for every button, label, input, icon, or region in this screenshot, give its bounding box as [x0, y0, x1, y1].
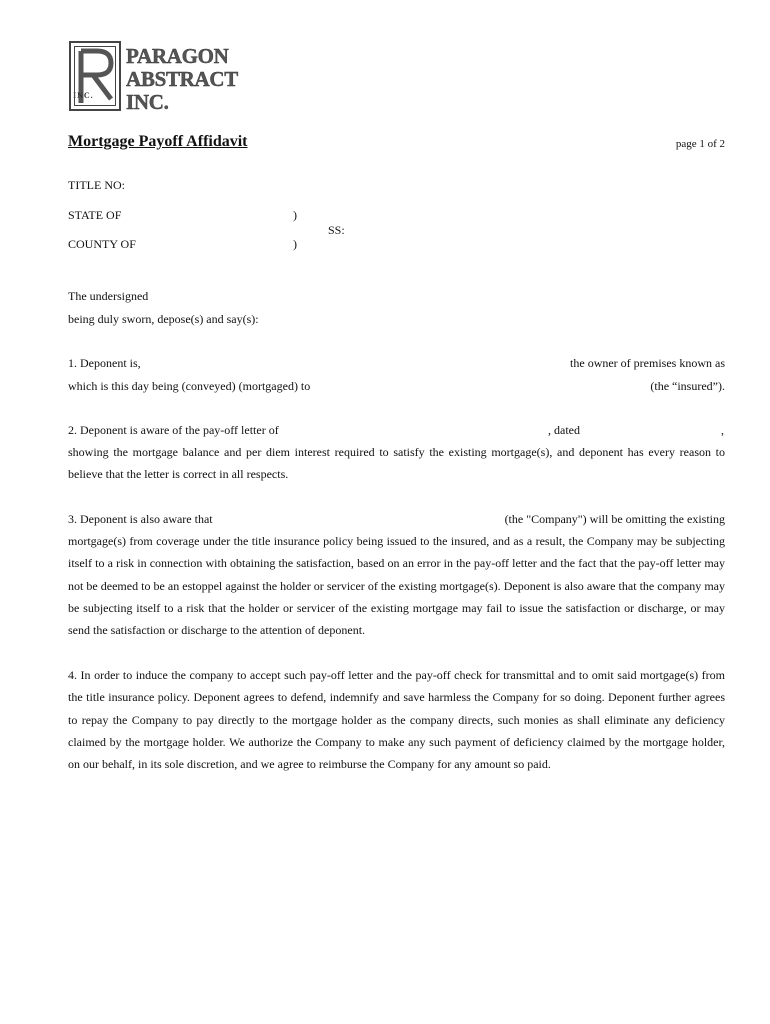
document-title: Mortgage Payoff Affidavit — [68, 133, 248, 150]
p3-aware-that: 3. Deponent is also aware that — [68, 512, 213, 526]
logo-monogram-icon — [71, 43, 119, 109]
p2-dated: , dated — [548, 423, 580, 437]
title-no-label: TITLE NO: — [68, 178, 125, 192]
p3-company: (the "Company") will be omitting the existing — [504, 512, 725, 526]
bracket-county: ) — [293, 237, 297, 251]
p2-payoff-letter: 2. Deponent is aware of the pay-off letter of — [68, 423, 279, 437]
ss-label: SS: — [328, 223, 345, 237]
bracket-state: ) — [293, 208, 297, 222]
undersigned-line: The undersigned — [68, 289, 149, 303]
p2-balance-line: showing the mortgage balance and per diem interest required to satisfy the existing mortgage(s), and deponent has every reason to — [68, 445, 725, 459]
logo-seal-text: INC. — [73, 91, 94, 100]
p1-insured: (the “insured”). — [650, 379, 725, 393]
p1-owner-of: the owner of premises known as — [570, 356, 725, 370]
logo-word-3: INC. — [126, 90, 169, 114]
logo-word-2: ABSTRACT — [126, 67, 238, 91]
p1-deponent-is: 1. Deponent is, — [68, 356, 141, 370]
sworn-line: being duly sworn, depose(s) and say(s): — [68, 312, 259, 326]
p3-body: mortgage(s) from coverage under the title insurance policy being issued to the insured, and as a result, the Company may be subjecting itself to a risk in connection with obtaining the satisfaction, based on an error in the pay-off letter and the fact that the pay-off letter may not be deemed to be an estoppel against the holder or servicer of the existing mortgage(s). Deponent is also aware that the company may be subjecting itself to a risk that the holder or servicer of the existing mortgage may fail to issue the satisfaction or discharge, or may send the satisfaction or discharge to the attention of deponent. — [68, 534, 725, 638]
logo-frame — [69, 41, 121, 111]
state-of-label: STATE OF — [68, 208, 122, 222]
p2-believe-line: believe that the letter is correct in all respects. — [68, 467, 289, 481]
p4-body: 4. In order to induce the company to accept such pay-off letter and the pay-off check for transmittal and to omit said mortgage(s) from the title insurance policy. Deponent agrees to defend, indemnify and save harmless the Company for so doing. Deponent further agrees to repay the Company to pay directly to the mortgage holder as the company directs, such monies as shall eliminate any deficiency claimed by the mortgage holder. We authorize the Company to make any such payment of deficiency claimed by the mortgage holder, on our behalf, in its sole discretion, and we agree to reimburse the Company for any amount so paid. — [68, 668, 725, 772]
county-of-label: COUNTY OF — [68, 237, 136, 251]
p1-conveyed-line: which is this day being (conveyed) (mortgaged) to — [68, 379, 311, 393]
page-number: page 1 of 2 — [675, 138, 725, 150]
p2-comma: , — [721, 423, 724, 437]
logo-word-1: PARAGON — [126, 44, 229, 68]
